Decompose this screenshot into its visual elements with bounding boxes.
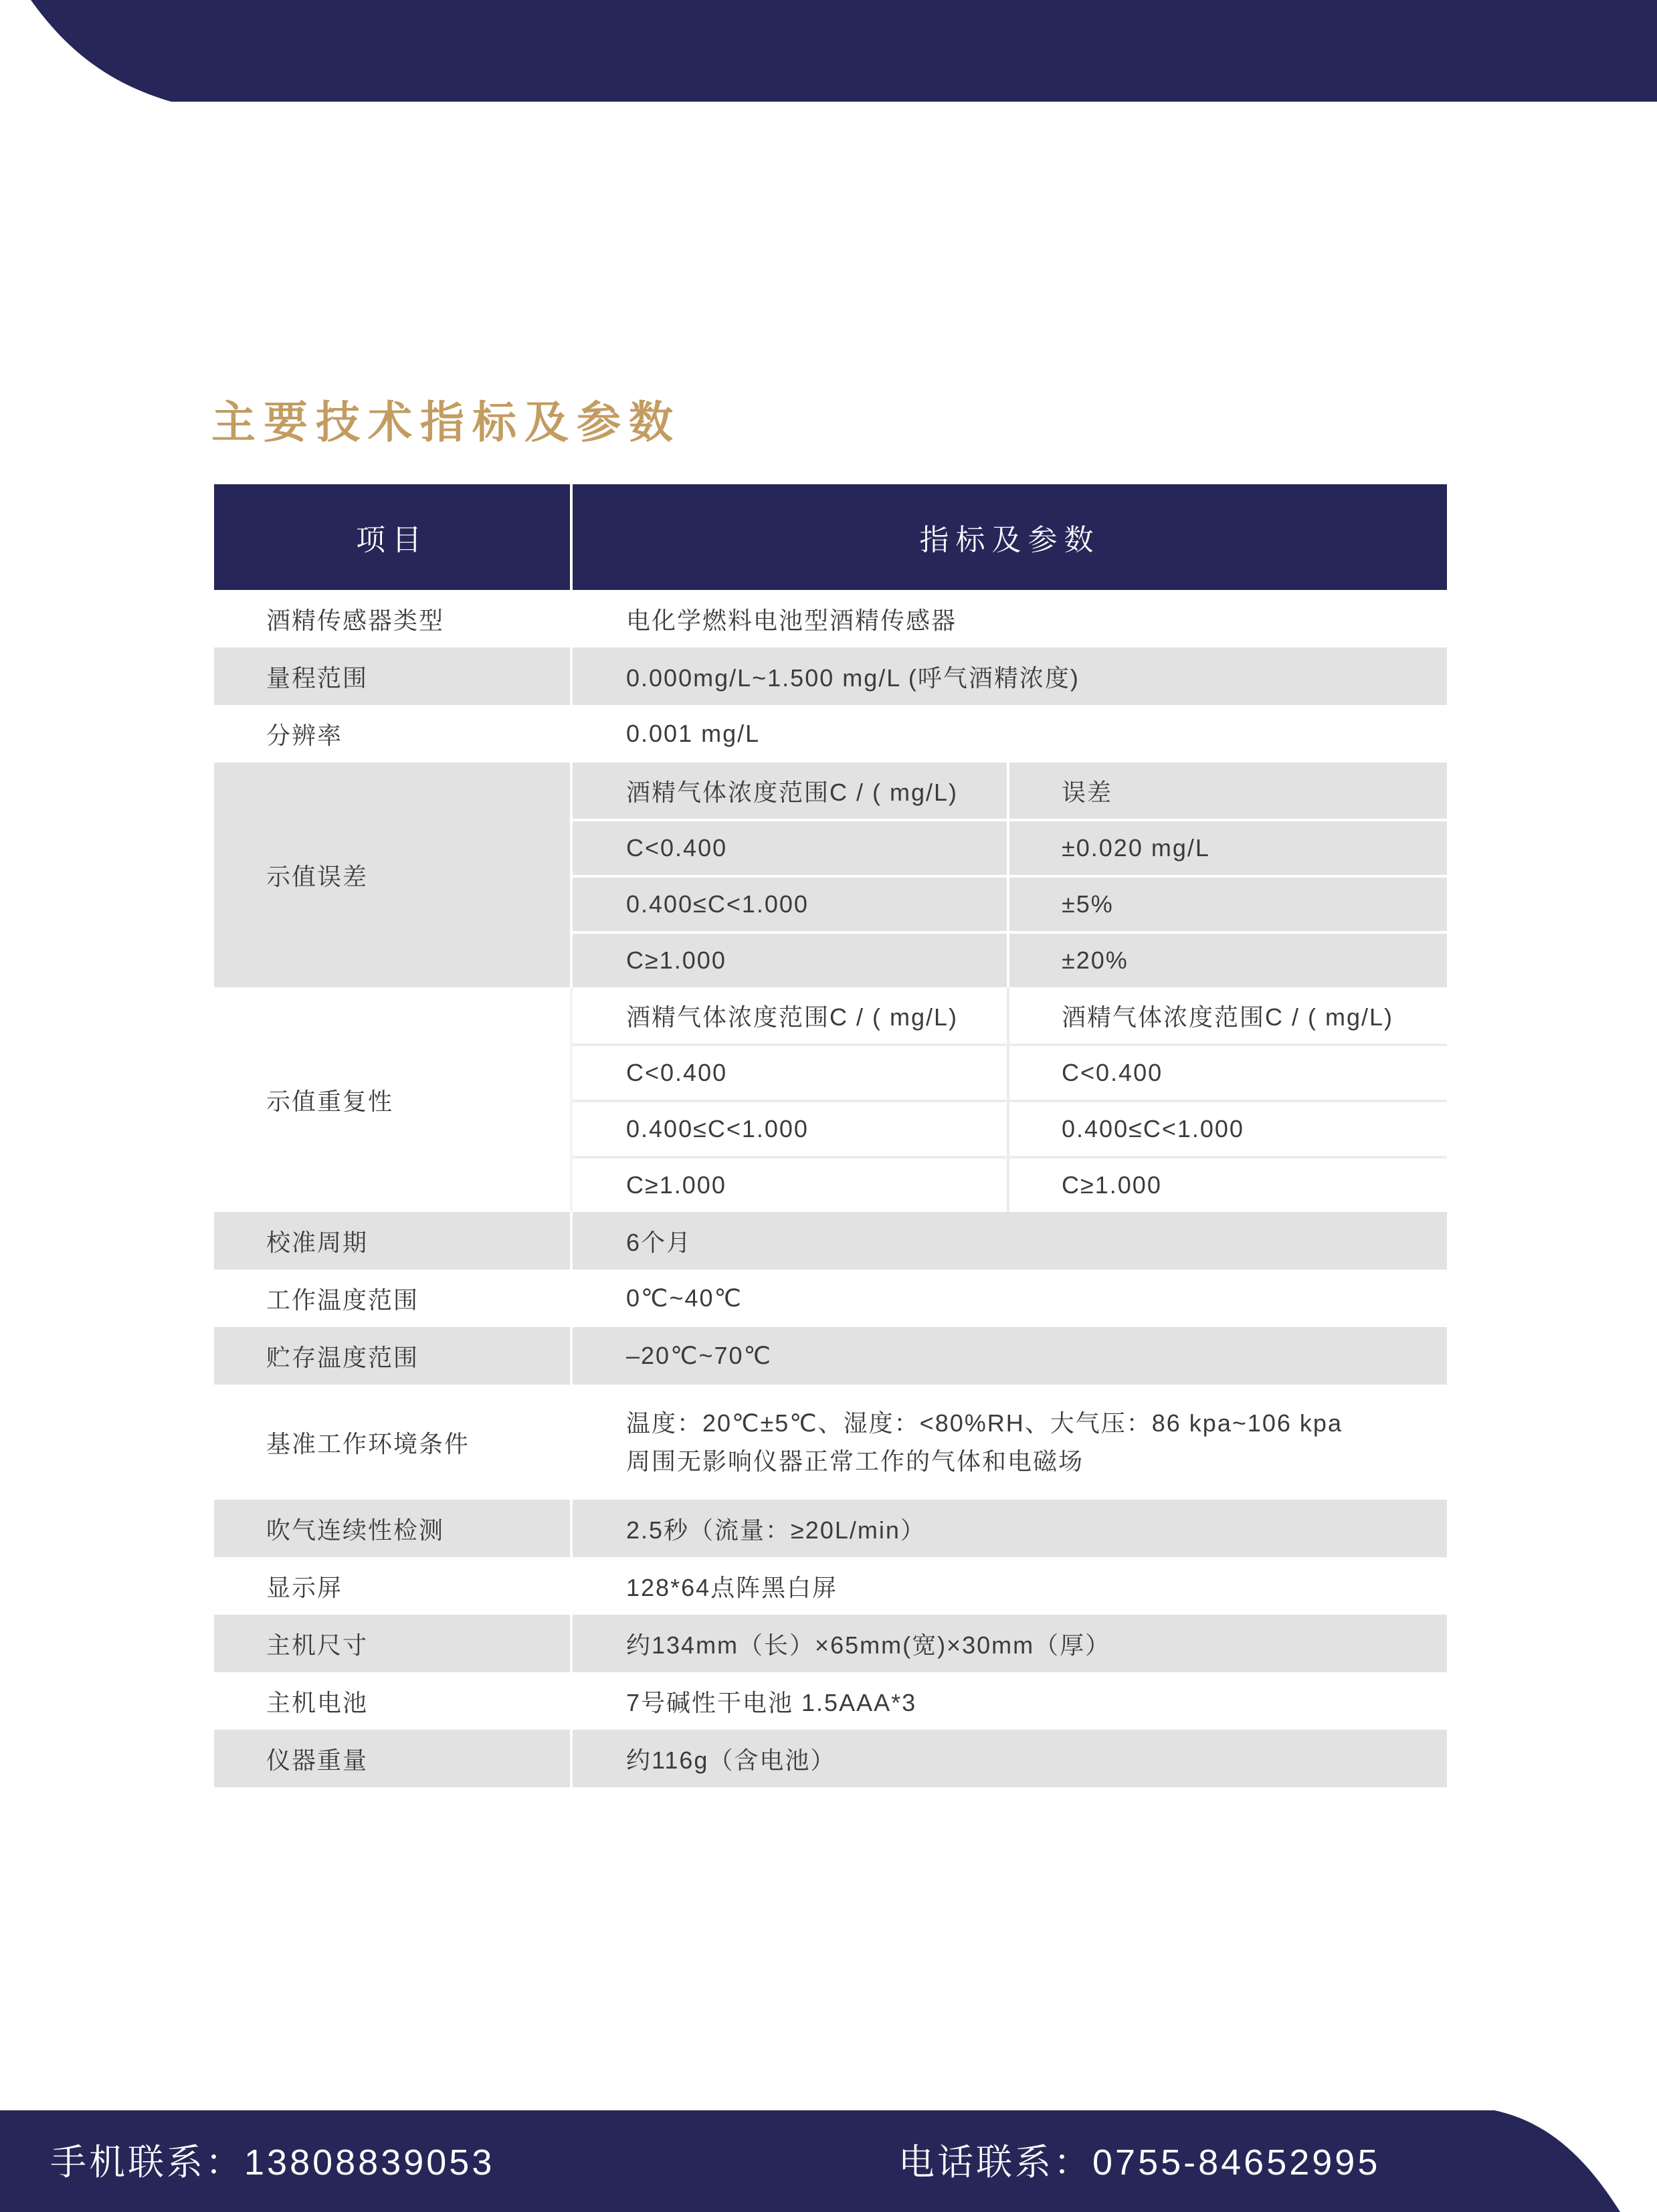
subtable-row bbox=[573, 931, 1447, 987]
subtable-row bbox=[573, 819, 1447, 875]
table-header-row bbox=[214, 484, 1447, 590]
row-label: 分辨率 bbox=[266, 721, 343, 749]
page-title: 主要技术指标及参数 bbox=[211, 397, 681, 447]
table-header-item: 项目 bbox=[214, 484, 573, 590]
table-row-dimensions bbox=[214, 1615, 1447, 1672]
row-value: 0℃~40℃ bbox=[626, 1284, 743, 1312]
row-value: 6个月 bbox=[626, 1228, 692, 1256]
table-row-resolution bbox=[214, 705, 1447, 763]
section-subtable bbox=[573, 763, 1447, 987]
footer-mobile-label: 手机联系： bbox=[50, 2142, 244, 2183]
table-row-range bbox=[214, 647, 1447, 705]
row-label: 酒精传感器类型 bbox=[266, 606, 445, 634]
table-row-sensor-type bbox=[214, 590, 1447, 647]
row-label: 贮存温度范围 bbox=[214, 1327, 573, 1385]
row-value-line1: 温度：20℃±5℃、湿度：<80%RH、大气压：86 kpa~106 kpa bbox=[626, 1409, 1343, 1437]
footer-phone-label: 电话联系： bbox=[898, 2142, 1092, 2183]
subtable-cell: C≥1.000 bbox=[573, 934, 1009, 987]
table-section-indication-error bbox=[214, 763, 1447, 987]
section-label: 示值误差 bbox=[214, 763, 573, 987]
subtable-cell: 酒精气体浓度范围C / ( mg/L) bbox=[1062, 1003, 1394, 1031]
table-row-storage-temp bbox=[214, 1327, 1447, 1385]
subtable-row bbox=[573, 987, 1447, 1043]
row-label: 显示屏 bbox=[266, 1573, 343, 1601]
table-header-params: 指标及参数 bbox=[919, 524, 1100, 557]
footer-mobile-number: 13808839053 bbox=[244, 2142, 495, 2183]
row-label: 主机电池 bbox=[266, 1688, 369, 1716]
table-row-calibration-cycle bbox=[214, 1212, 1447, 1270]
subtable-cell: C<0.400 bbox=[573, 821, 1009, 875]
row-value: 0.001 mg/L bbox=[626, 720, 761, 747]
footer-phone-contact bbox=[898, 2142, 1380, 2183]
row-value: –20℃~70℃ bbox=[626, 1342, 772, 1369]
row-label: 主机尺寸 bbox=[214, 1615, 573, 1672]
table-row-working-temp bbox=[214, 1270, 1447, 1327]
subtable-row bbox=[573, 875, 1447, 931]
row-label: 基准工作环境条件 bbox=[266, 1429, 470, 1457]
spec-table bbox=[214, 484, 1447, 1787]
footer-mobile-contact bbox=[50, 2142, 494, 2183]
row-value: 128*64点阵黑白屏 bbox=[626, 1573, 838, 1601]
table-row-battery bbox=[214, 1672, 1447, 1730]
subtable-cell: ±0.020 mg/L bbox=[1062, 834, 1210, 862]
subtable-cell: C<0.400 bbox=[1062, 1059, 1163, 1086]
subtable-cell: C≥1.000 bbox=[1062, 1171, 1162, 1199]
table-row-weight bbox=[214, 1730, 1447, 1787]
subtable-cell: 0.400≤C<1.000 bbox=[1062, 1115, 1244, 1142]
section-label: 示值重复性 bbox=[214, 987, 573, 1212]
row-value: 7号碱性干电池 1.5AAA*3 bbox=[626, 1688, 917, 1716]
subtable-cell: C<0.400 bbox=[573, 1046, 1009, 1100]
subtable-cell: 误差 bbox=[1062, 778, 1113, 806]
row-value: 0.000mg/L~1.500 mg/L (呼气酒精浓度) bbox=[626, 664, 1080, 692]
row-value: 约134mm（长）×65mm(宽)×30mm（厚） bbox=[626, 1631, 1111, 1659]
subtable-cell: 酒精气体浓度范围C / ( mg/L) bbox=[573, 987, 1009, 1043]
subtable-cell: 0.400≤C<1.000 bbox=[573, 1102, 1009, 1156]
table-row-display bbox=[214, 1557, 1447, 1615]
subtable-cell: ±20% bbox=[1062, 946, 1129, 974]
subtable-row bbox=[573, 1043, 1447, 1100]
row-label: 仪器重量 bbox=[214, 1730, 573, 1787]
row-value-line2: 周围无影响仪器正常工作的气体和电磁场 bbox=[626, 1447, 1084, 1475]
row-value: 2.5秒（流量：≥20L/min） bbox=[626, 1516, 926, 1544]
footer-phone-number: 0755-84652995 bbox=[1092, 2142, 1381, 2183]
header-band-shape bbox=[0, 0, 1657, 102]
subtable-row bbox=[573, 1156, 1447, 1212]
row-value: 电化学燃料电池型酒精传感器 bbox=[626, 606, 957, 634]
subtable-row bbox=[573, 1100, 1447, 1156]
row-label: 量程范围 bbox=[214, 647, 573, 705]
row-label: 校准周期 bbox=[214, 1212, 573, 1270]
subtable-cell: 酒精气体浓度范围C / ( mg/L) bbox=[573, 763, 1009, 819]
section-subtable bbox=[573, 987, 1447, 1212]
subtable-row bbox=[573, 763, 1447, 819]
table-row-reference-environment bbox=[214, 1385, 1447, 1500]
row-label: 吹气连续性检测 bbox=[214, 1500, 573, 1557]
subtable-cell: 0.400≤C<1.000 bbox=[573, 878, 1009, 931]
row-label: 工作温度范围 bbox=[266, 1286, 419, 1314]
table-row-blow-continuity bbox=[214, 1500, 1447, 1557]
subtable-cell: ±5% bbox=[1062, 890, 1114, 918]
row-value bbox=[573, 1385, 1447, 1500]
row-value: 约116g（含电池） bbox=[626, 1746, 836, 1774]
subtable-cell: C≥1.000 bbox=[573, 1159, 1009, 1212]
table-section-repeatability bbox=[214, 987, 1447, 1212]
